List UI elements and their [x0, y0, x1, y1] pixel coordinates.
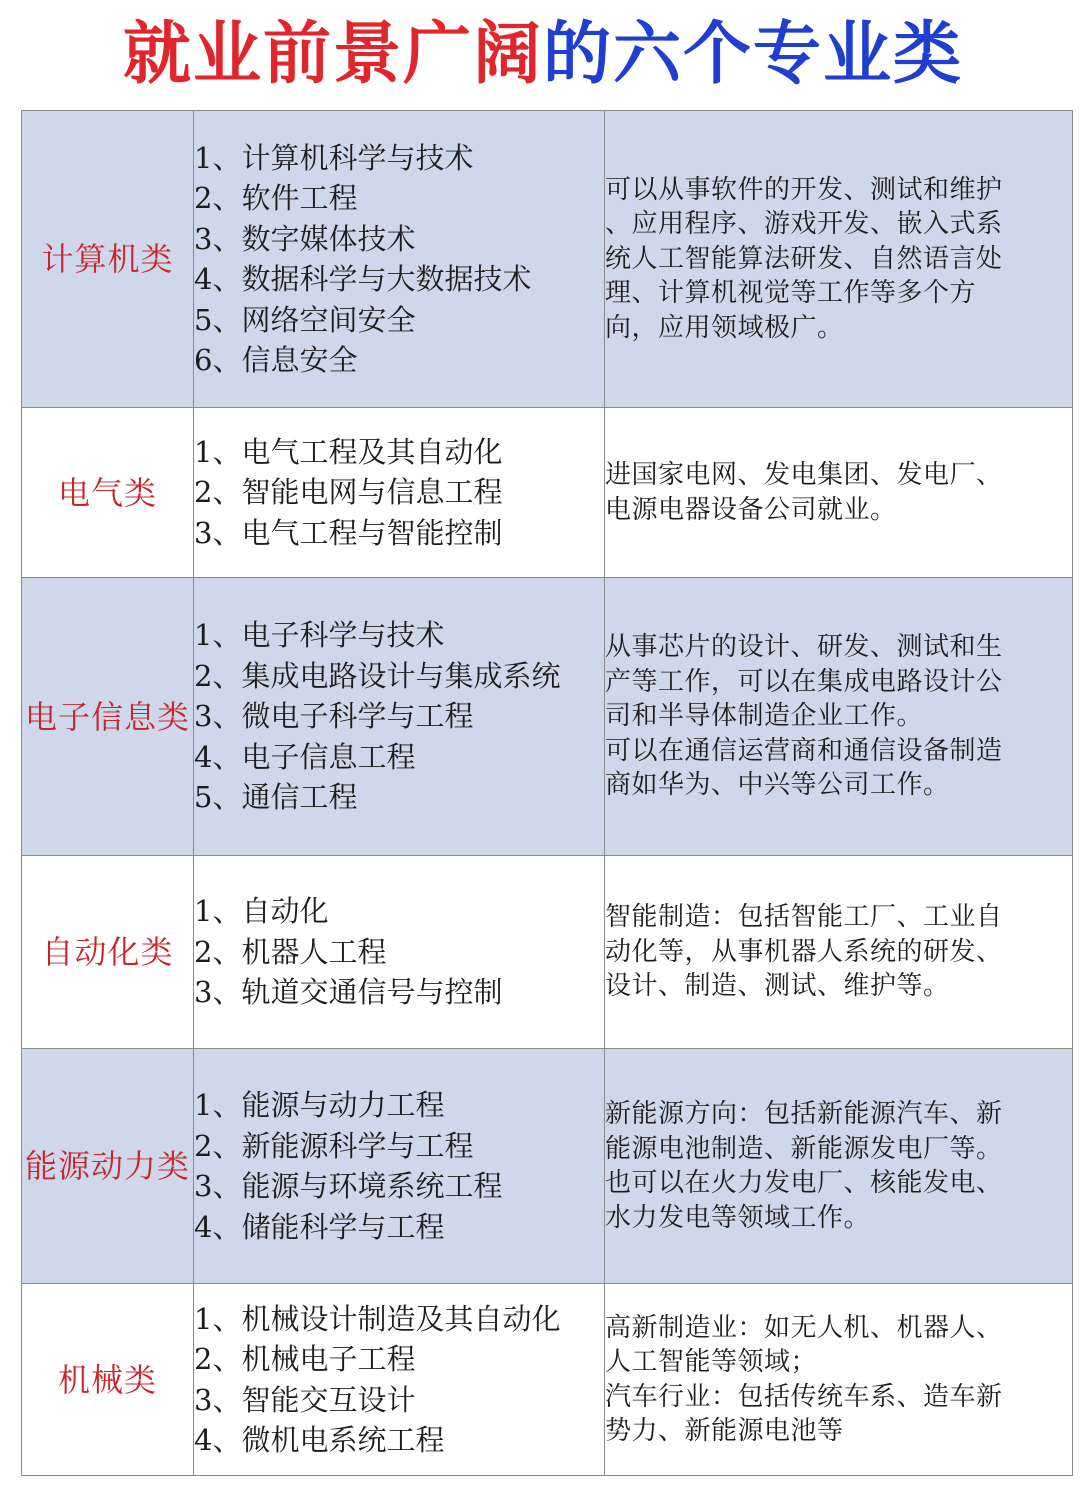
title-blue-part: 的六个专业类: [543, 15, 964, 94]
table-row: [22, 578, 1073, 856]
major-item: 4、电子信息工程: [194, 739, 416, 774]
major-item: 3、智能交互设计: [194, 1382, 416, 1417]
description-line: 也可以在火力发电厂、核能发电、: [605, 1168, 1003, 1198]
description-line: 设计、制造、测试、维护等。: [605, 971, 950, 1002]
description-cell: [605, 856, 1073, 1049]
major-item: 1、电气工程及其自动化: [194, 434, 503, 469]
majors-cell: [194, 856, 605, 1049]
description-line: 人工智能等领域；: [605, 1347, 818, 1377]
major-item: 2、机械电子工程: [194, 1342, 416, 1376]
title-red-part: 就业前景广阔: [122, 15, 543, 94]
major-item: 2、软件工程: [194, 181, 358, 215]
description-line: 进国家电网、发电集团、发电厂、: [605, 460, 1003, 490]
description-line: 汽车行业：包括传统车系、造车新: [605, 1381, 1003, 1412]
major-item: 1、自动化: [194, 894, 329, 929]
description-line: 可以在通信运营商和通信设备制造: [605, 735, 1003, 766]
description-cell: [605, 1049, 1073, 1284]
category-cell: 电气类: [22, 408, 194, 578]
major-item: 6、信息安全: [194, 343, 358, 377]
major-item: 3、电气工程与智能控制: [194, 515, 503, 550]
description-line: 商如华为、中兴等公司工作。: [605, 770, 950, 801]
description-line: 、应用程序、游戏开发、嵌入式系: [605, 209, 1003, 240]
description-line: 向，应用领域极广。: [605, 312, 844, 343]
major-item: 4、储能科学与工程: [194, 1209, 445, 1244]
major-item: 1、计算机科学与技术: [194, 140, 474, 175]
majors-cell: [194, 408, 605, 578]
table-row: [22, 1284, 1073, 1476]
description-line: 高新制造业：如无人机、机器人、: [605, 1312, 1003, 1343]
majors-table: [21, 110, 1073, 1476]
description-cell: [605, 1284, 1073, 1476]
majors-cell: [194, 578, 605, 856]
major-item: 1、能源与动力工程: [194, 1088, 445, 1122]
description-line: 电源电器设备公司就业。: [605, 494, 897, 525]
description-cell: [605, 578, 1073, 856]
majors-cell: [194, 111, 605, 408]
major-item: 3、数字媒体技术: [194, 221, 416, 256]
category-cell: 自动化类: [22, 856, 194, 1049]
description-line: 智能制造：包括智能工厂、工业自: [605, 902, 1003, 933]
table-row: [22, 1049, 1073, 1284]
description-line: 司和半导体制造企业工作。: [605, 701, 924, 732]
major-item: 2、机器人工程: [194, 934, 387, 969]
description-line: 理、计算机视觉等工作等多个方: [605, 278, 977, 309]
major-item: 3、微电子科学与工程: [194, 699, 474, 734]
description-cell: [605, 408, 1073, 578]
description-line: 水力发电等领域工作。: [605, 1202, 871, 1233]
description-cell: [605, 111, 1073, 408]
major-item: 3、能源与环境系统工程: [194, 1169, 503, 1203]
description-line: 新能源方向：包括新能源汽车、新: [605, 1099, 1003, 1129]
major-item: 5、网络空间安全: [194, 302, 416, 337]
description-line: 可以从事软件的开发、测试和维护: [605, 174, 1003, 205]
category-cell: 计算机类: [22, 111, 194, 408]
major-item: 2、新能源科学与工程: [194, 1128, 474, 1163]
category-cell: 能源动力类: [22, 1049, 194, 1284]
majors-cell: [194, 1284, 605, 1476]
description-line: 产等工作，可以在集成电路设计公: [605, 666, 1003, 697]
page-title: [0, 10, 1086, 100]
major-item: 1、电子科学与技术: [194, 618, 445, 653]
description-line: 势力、新能源电池等: [605, 1416, 844, 1446]
major-item: 2、集成电路设计与集成系统: [194, 658, 561, 693]
description-line: 统人工智能算法研发、自然语言处: [605, 243, 1003, 274]
majors-cell: [194, 1049, 605, 1284]
table-row: [22, 408, 1073, 578]
major-item: 1、机械设计制造及其自动化: [194, 1301, 561, 1336]
description-line: 动化等，从事机器人系统的研发、: [605, 936, 1003, 967]
major-item: 4、微机电系统工程: [194, 1423, 445, 1457]
major-item: 5、通信工程: [194, 780, 358, 815]
major-item: 3、轨道交通信号与控制: [194, 975, 503, 1010]
category-cell: 电子信息类: [22, 578, 194, 856]
table-row: [22, 856, 1073, 1049]
table-row: [22, 111, 1073, 408]
description-line: 从事芯片的设计、研发、测试和生: [605, 632, 1003, 663]
category-cell: 机械类: [22, 1284, 194, 1476]
major-item: 4、数据科学与大数据技术: [194, 262, 532, 296]
major-item: 2、智能电网与信息工程: [194, 475, 503, 510]
description-line: 能源电池制造、新能源发电厂等。: [605, 1133, 1003, 1164]
